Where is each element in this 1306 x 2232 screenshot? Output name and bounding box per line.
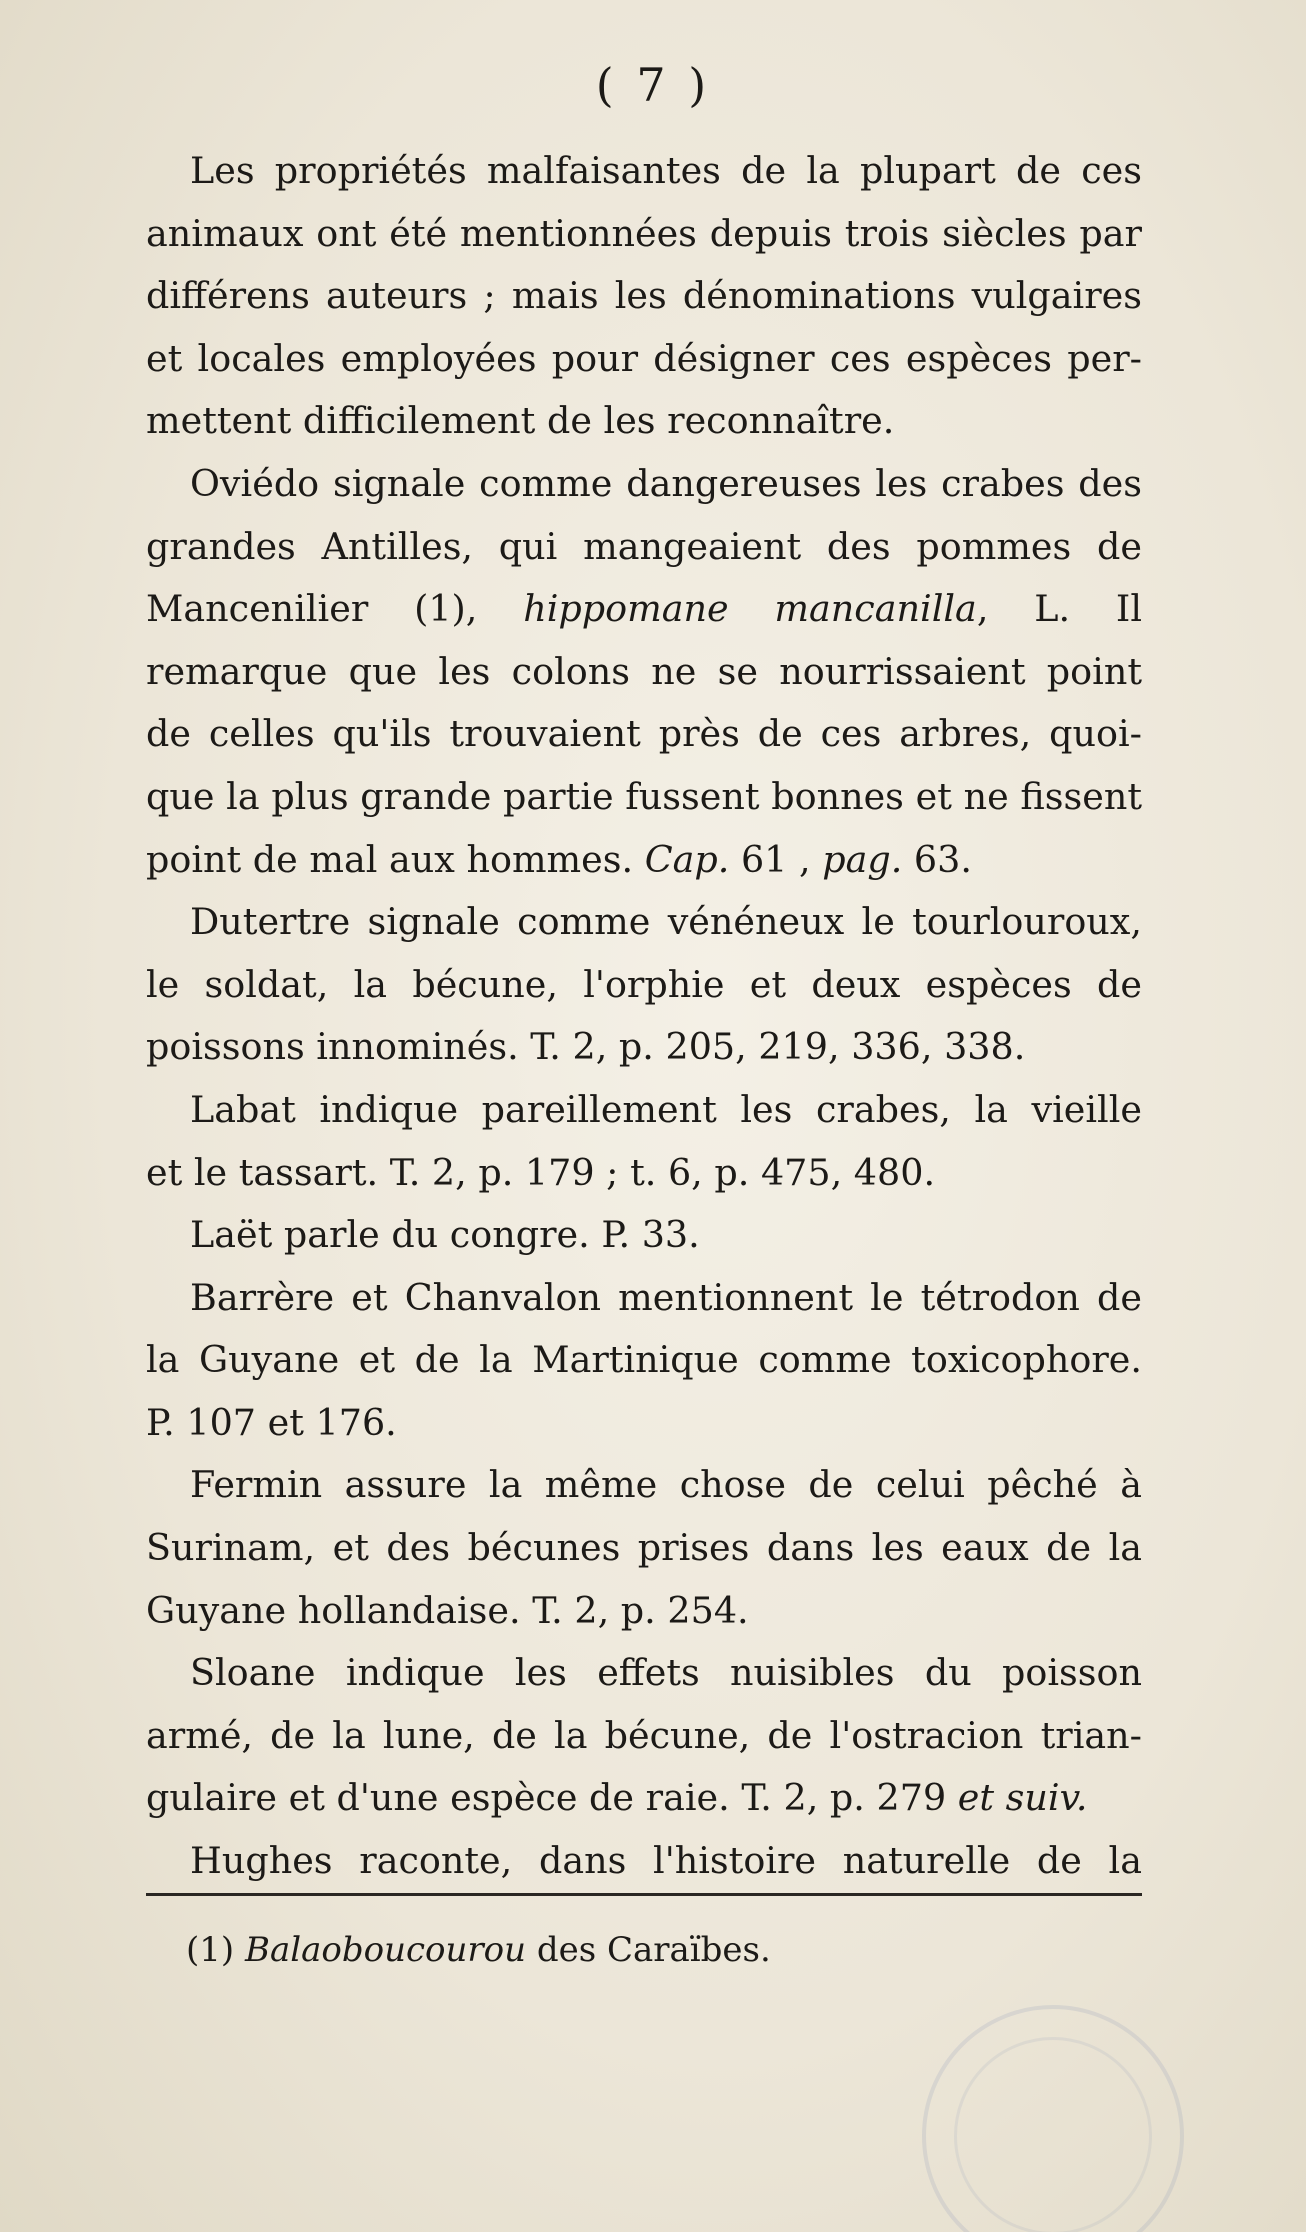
paragraph — [146, 1642, 1142, 1830]
text-line: Barrère et Chanvalon mentionnent le tétrodon de — [190, 1275, 1142, 1319]
paragraph — [146, 1454, 1142, 1642]
paragraph — [146, 1830, 1142, 1893]
text-line: et le tassart. T. 2, p. 179 ; t. 6, p. 475, 480. — [146, 1150, 936, 1194]
text-line: et locales employées pour désigner ces espèces per- — [146, 336, 1142, 380]
text-line: grandes Antilles, qui mangeaient des pommes de — [146, 524, 1142, 568]
paragraph — [146, 453, 1142, 891]
text-line: le soldat, la bécune, l'orphie et deux espèces de — [146, 962, 1142, 1006]
text-run: , L. Il — [976, 587, 1142, 631]
text-line: Dutertre signale comme vénéneux le tourlouroux, — [190, 900, 1142, 944]
paragraph — [146, 1079, 1142, 1204]
paragraph — [146, 1204, 1142, 1267]
text-line — [146, 578, 1142, 641]
text-line — [146, 829, 1142, 892]
text-line: Surinam, et des bécunes prises dans les eaux de la — [146, 1526, 1142, 1570]
text-line — [146, 1767, 1142, 1830]
text-line: animaux ont été mentionnées depuis trois siècles par — [146, 211, 1142, 255]
text-line: Fermin assure la même chose de celui pêché à — [190, 1463, 1142, 1507]
body-text — [146, 140, 1142, 1893]
italic-text: Cap. — [644, 837, 730, 881]
text-line: Les propriétés malfaisantes de la plupart de ces — [190, 149, 1142, 192]
text-line: poissons innominés. T. 2, p. 205, 219, 336, 338. — [146, 1025, 1026, 1069]
text-run: point de mal aux hommes. — [146, 837, 645, 881]
text-line: Laët parle du congre. P. 33. — [190, 1213, 700, 1257]
text-line: Sloane indique les effets nuisibles du poisson — [190, 1651, 1142, 1695]
italic-text: pag. — [822, 837, 903, 881]
text-line: Guyane hollandaise. T. 2, p. 254. — [146, 1588, 749, 1632]
text-line: mettent difficilement de les reconnaître. — [146, 399, 895, 443]
italic-text: hippomane mancanilla — [523, 587, 977, 631]
paragraph — [146, 140, 1142, 453]
paragraph — [146, 1267, 1142, 1455]
text-run: gulaire et d'une espèce de raie. T. 2, p. 279 — [146, 1776, 958, 1820]
text-line: Oviédo signale comme dangereuses les crabes des — [190, 461, 1142, 505]
text-line: que la plus grande partie fussent bonnes et ne fissent — [146, 774, 1142, 818]
text-line: différens auteurs ; mais les dénominations vulgaires — [146, 274, 1142, 318]
footnote-marker: (1) — [186, 1930, 235, 1970]
library-stamp-mark — [922, 2005, 1184, 2232]
text-run: Mancenilier (1), — [146, 587, 524, 631]
text-line: la Guyane et de la Martinique comme toxicophore. — [146, 1338, 1142, 1382]
footnote — [186, 1925, 771, 1975]
text-line: de celles qu'ils trouvaient près de ces arbres, quoi- — [146, 712, 1142, 756]
text-line: P. 107 et 176. — [146, 1400, 397, 1444]
text-line: Hughes raconte, dans l'histoire naturelle de la — [190, 1839, 1142, 1883]
text-line: Labat indique pareillement les crabes, la vieille — [190, 1087, 1142, 1131]
footnote-divider — [146, 1893, 1142, 1896]
text-run: 61 , — [729, 837, 823, 881]
italic-text: et suiv. — [957, 1776, 1088, 1820]
text-line: armé, de la lune, de la bécune, de l'ostracion trian- — [146, 1713, 1142, 1757]
footnote-text: des Caraïbes. — [526, 1930, 771, 1970]
text-run: 63. — [902, 837, 972, 881]
page-number: ( 7 ) — [595, 58, 711, 112]
paragraph — [146, 891, 1142, 1079]
text-line: remarque que les colons ne se nourrissaient point — [146, 649, 1142, 693]
footnote-italic: Balaoboucourou — [244, 1930, 527, 1970]
library-stamp-inner-ring — [954, 2037, 1152, 2232]
